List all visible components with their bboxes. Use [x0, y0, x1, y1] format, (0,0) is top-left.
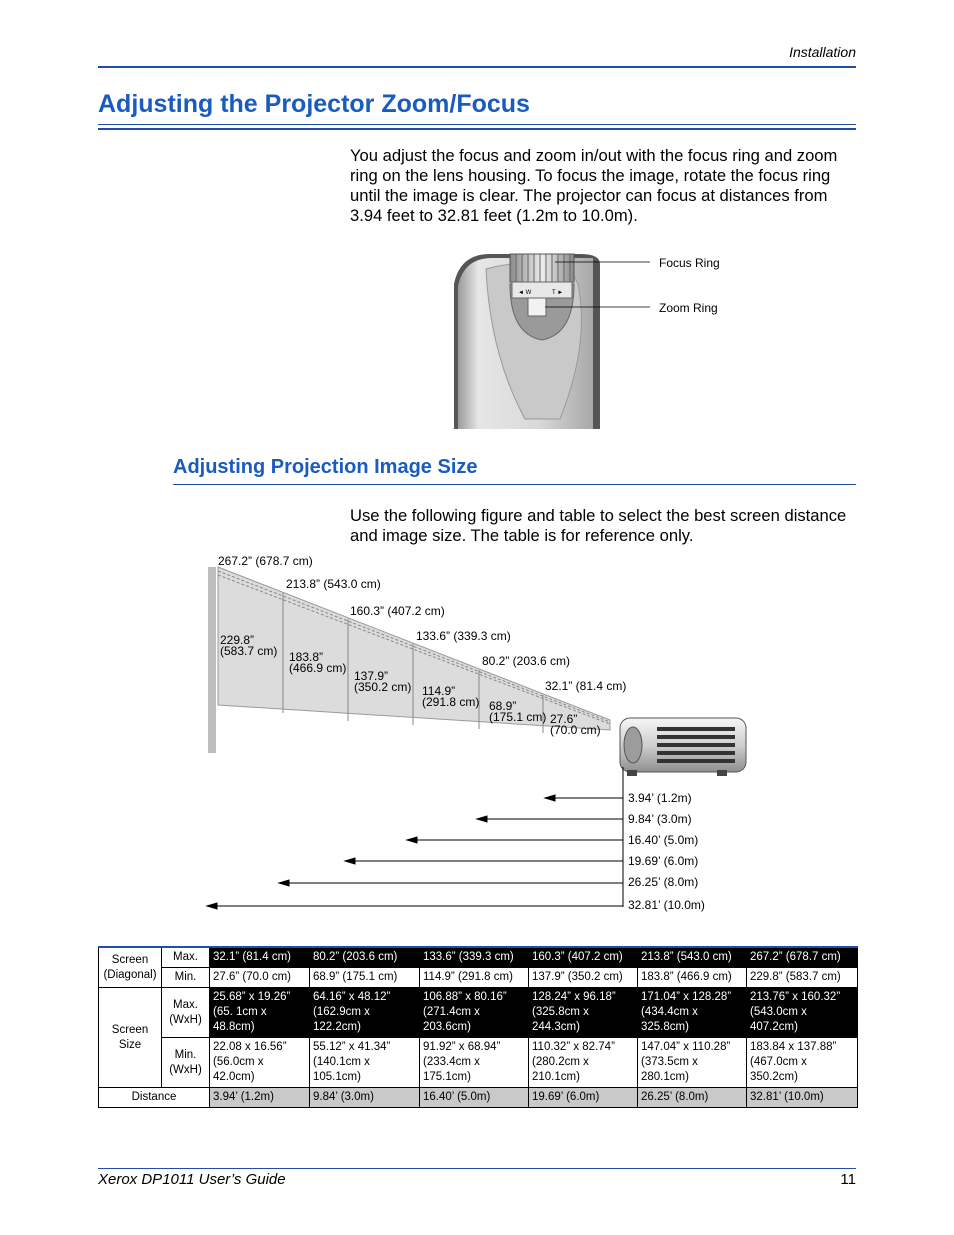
distance-cell: 16.40’ (5.0m) [420, 1088, 529, 1108]
header-rule [98, 66, 856, 68]
size-min-cell: 55.12” x 41.34” (140.1cm x 105.1cm) [310, 1038, 420, 1088]
intro-paragraph: You adjust the focus and zoom in/out with the focus ring and zoom ring on the lens housing. To focus the image, rotate the focus ring until the image is clear. The projector can focus at distances from 3.94 feet to 32.81 feet (1.2m to 10.0m). [350, 146, 838, 225]
diag-max-cell: 133.6” (339.3 cm) [420, 947, 529, 968]
size-max-cell: 106.88” x 80.16” (271.4cm x 203.6cm) [420, 988, 529, 1038]
screen-diagonal-header: Screen (Diagonal) [99, 947, 162, 988]
distance-label-2: 9.84’ (3.0m) [628, 812, 692, 826]
diag-max-cell: 267.2” (678.7 cm) [747, 947, 858, 968]
table-row [99, 947, 858, 968]
distance-label-5: 26.25’ (8.0m) [628, 875, 699, 889]
max-label: Max. [162, 947, 210, 968]
section-subtitle: Adjusting Projection Image Size [173, 456, 478, 478]
distance-label-6: 32.81’ (10.0m) [628, 898, 705, 912]
height-label-1: 229.8” (583.7 cm) [220, 633, 278, 658]
size-min-cell: 91.92” x 68.94” (233.4cm x 175.1cm) [420, 1038, 529, 1088]
table-row [99, 1038, 858, 1088]
projector-icon [620, 718, 746, 776]
size-min-cell: 147.04” x 110.28” (373.5cm x 280.1cm) [638, 1038, 747, 1088]
distance-cell: 32.81’ (10.0m) [747, 1088, 858, 1108]
diagonal-label-4: 133.6” (339.3 cm) [416, 629, 511, 643]
focus-ring-label: Focus Ring [659, 256, 720, 270]
size-paragraph: Use the following figure and table to select the best screen distance and image size. The table is for reference only. [350, 506, 847, 545]
footer-guide-title: Xerox DP1011 User’s Guide [98, 1171, 286, 1188]
height-label-5: 68.9” (175.1 cm) [489, 699, 547, 724]
subtitle-rule [173, 484, 856, 485]
wide-mark: ◄ W [518, 290, 532, 296]
diag-max-cell: 80.2” (203.6 cm) [310, 947, 420, 968]
table-row [99, 988, 858, 1038]
height-label-2: 183.8” (466.9 cm) [289, 650, 347, 675]
height-label-6: 27.6” (70.0 cm) [550, 712, 601, 737]
size-min-cell: 183.84 x 137.88” (467.0cm x 350.2cm) [747, 1038, 858, 1088]
page-title: Adjusting the Projector Zoom/Focus [98, 90, 530, 118]
height-label-3: 137.9” (350.2 cm) [354, 669, 412, 694]
header-section-label: Installation [789, 44, 856, 60]
title-rule [98, 124, 856, 125]
size-min-cell: 22.08 x 16.56” (56.0cm x 42.0cm) [210, 1038, 310, 1088]
size-max-cell: 25.68” x 19.26” (65. 1cm x 48.8cm) [210, 988, 310, 1038]
wall [208, 567, 216, 753]
diagonal-label-6: 32.1” (81.4 cm) [545, 679, 627, 693]
zoom-ring-label: Zoom Ring [659, 301, 718, 315]
distance-label-3: 16.40’ (5.0m) [628, 833, 699, 847]
min-label: Min. [162, 968, 210, 988]
table-row [99, 968, 858, 988]
tele-mark: T ► [552, 290, 564, 296]
size-max-cell: 64.16” x 48.12” (162.9cm x 122.2cm) [310, 988, 420, 1038]
diag-max-cell: 160.3” (407.2 cm) [529, 947, 638, 968]
diag-min-cell: 114.9” (291.8 cm) [420, 968, 529, 988]
diag-min-cell: 27.6” (70.0 cm) [210, 968, 310, 988]
max-wxh-label: Max. (WxH) [162, 988, 210, 1038]
lens-figure [450, 244, 750, 434]
height-label-4: 114.9” (291.8 cm) [422, 684, 480, 709]
distance-cell: 19.69’ (6.0m) [529, 1088, 638, 1108]
diagonal-label-3: 160.3” (407.2 cm) [350, 604, 445, 618]
distance-cell: 26.25’ (8.0m) [638, 1088, 747, 1108]
diag-min-cell: 137.9” (350.2 cm) [529, 968, 638, 988]
distance-label-1: 3.94’ (1.2m) [628, 791, 692, 805]
diag-max-cell: 32.1” (81.4 cm) [210, 947, 310, 968]
diagonal-label-1: 267.2” (678.7 cm) [218, 554, 313, 568]
distance-label-4: 19.69’ (6.0m) [628, 854, 699, 868]
min-wxh-label: Min. (WxH) [162, 1038, 210, 1088]
footer-rule [98, 1168, 856, 1169]
diag-min-cell: 229.8” (583.7 cm) [747, 968, 858, 988]
size-max-cell: 213.76” x 160.32” (543.0cm x 407.2cm) [747, 988, 858, 1038]
diag-max-cell: 213.8” (543.0 cm) [638, 947, 747, 968]
distance-header: Distance [99, 1088, 210, 1108]
diagonal-label-5: 80.2” (203.6 cm) [482, 654, 571, 668]
screen-size-header: Screen Size [99, 988, 162, 1088]
title-rule-thick [98, 128, 856, 130]
diag-min-cell: 68.9” (175.1 cm) [310, 968, 420, 988]
distance-cell: 9.84’ (3.0m) [310, 1088, 420, 1108]
table-row [99, 1088, 858, 1108]
distance-cell: 3.94’ (1.2m) [210, 1088, 310, 1108]
projection-spec-table [98, 946, 858, 1108]
size-min-cell: 110.32” x 82.74” (280.2cm x 210.1cm) [529, 1038, 638, 1088]
size-max-cell: 128.24” x 96.18” (325.8cm x 244.3cm) [529, 988, 638, 1038]
diag-min-cell: 183.8” (466.9 cm) [638, 968, 747, 988]
diagonal-label-2: 213.8” (543.0 cm) [286, 577, 381, 591]
page-number: 11 [840, 1171, 856, 1188]
size-max-cell: 171.04” x 128.28” (434.4cm x 325.8cm) [638, 988, 747, 1038]
